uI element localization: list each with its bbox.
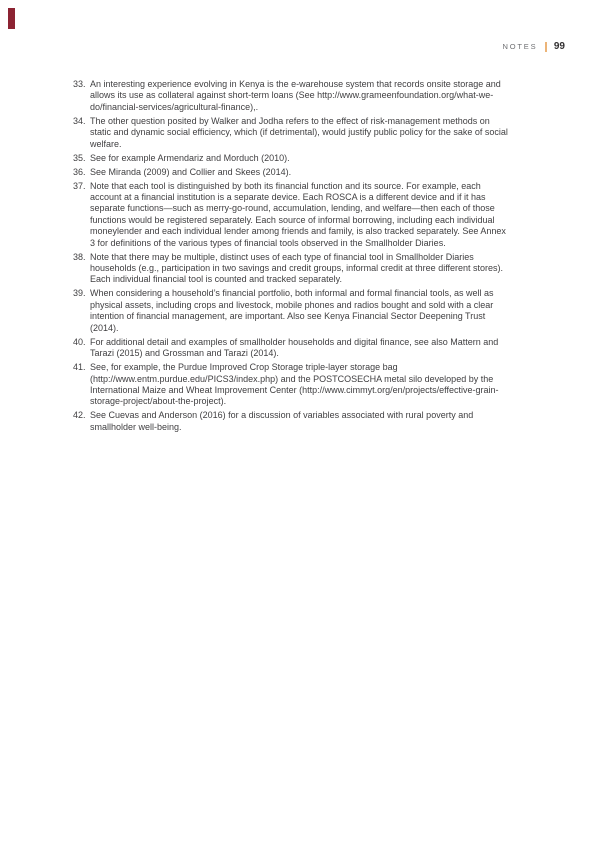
endnote-text: For additional detail and examples of smallholder households and digital finance, see also Mattern and Tarazi (2015) and Grossman and Tarazi (2014). [90,336,499,359]
endnote-number: 42. [73,410,86,421]
endnote-number: 34. [73,115,86,126]
endnote-number: 36. [73,166,86,177]
endnote-text: See Cuevas and Anderson (2016) for a discussion of variables associated with rural poverty and smallholder well-being. [90,410,474,432]
endnote-number: 40. [73,336,86,347]
endnote-item [73,288,510,334]
page-header [0,41,565,52]
endnote-item [73,362,510,408]
endnote-text: See for example Armendariz and Morduch (2010). [90,152,290,163]
endnote-item [73,79,510,113]
endnotes-list [73,79,510,436]
endnote-text: Note that each tool is distinguished by both its financial function and its source. For example, each account at a financial institution is a separate device. Each ROSCA is a different device and if it has separate functions—such as merry-go-round, accumulation, lending, and welfare—then each of those functions would be registered separately. Each source of informal borrowing, including each individual moneylender and each individual lender among friends and family, is also tracked separately. See Annex 3 for definitions of the various types of financial tools observed in the Smallholder Diaries. [90,180,506,248]
endnote-number: 33. [73,79,86,89]
endnote-item [73,116,510,150]
endnote-text: See Miranda (2009) and Collier and Skees (2014). [90,166,292,177]
endnote-number: 35. [73,152,86,163]
endnote-number: 38. [73,251,86,262]
endnote-item [73,181,510,249]
endnote-number: 37. [73,180,86,191]
endnote-text: Note that there may be multiple, distinct uses of each type of financial tool in Smallholder Diaries households (e.g., participation in two savings and credit groups, informal credit at three different stores). Each individual financial tool is counted and tracked separately. [90,251,504,285]
endnote-item [73,337,510,360]
endnote-text: See, for example, the Purdue Improved Crop Storage triple-layer storage bag (http://www.entm.purdue.edu/PICS3/index.php) and the POSTCOSECHA metal silo developed by the International Maize and Wheat Improvement Center (http://www.cimmyt.org/en/projects/effective-grain-storage-project/about-the-project). [90,362,499,407]
endnote-item [73,252,510,286]
endnote-item [73,167,510,178]
endnote-number: 39. [73,288,86,299]
endnote-item [73,153,510,164]
endnote-number: 41. [73,362,86,373]
endnote-text: An interesting experience evolving in Kenya is the e-warehouse system that records onsite storage and allows its use as collateral against short-term loans (See http://www.grameenfoundation.org/what-we-do/financial-services/agricultural-finance),. [90,79,501,112]
header-separator-bar [545,42,547,52]
section-label: NOTES [502,42,538,51]
red-page-tab [8,8,15,29]
endnote-text: When considering a household’s financial portfolio, both informal and formal financial tools, as well as physical assets, including crops and livestock, mobile phones and radios bought and sold with a clear intention of financial management, are important. Also see Kenya Financial Sector Deepening Trust (2014). [90,288,494,333]
page-number: 99 [553,41,565,52]
endnote-item [73,410,510,433]
endnote-text: The other question posited by Walker and Jodha refers to the effect of risk-management methods on static and dynamic social efficiency, which (if detrimental), would justify public policy for the sake of social welfare. [90,115,508,149]
